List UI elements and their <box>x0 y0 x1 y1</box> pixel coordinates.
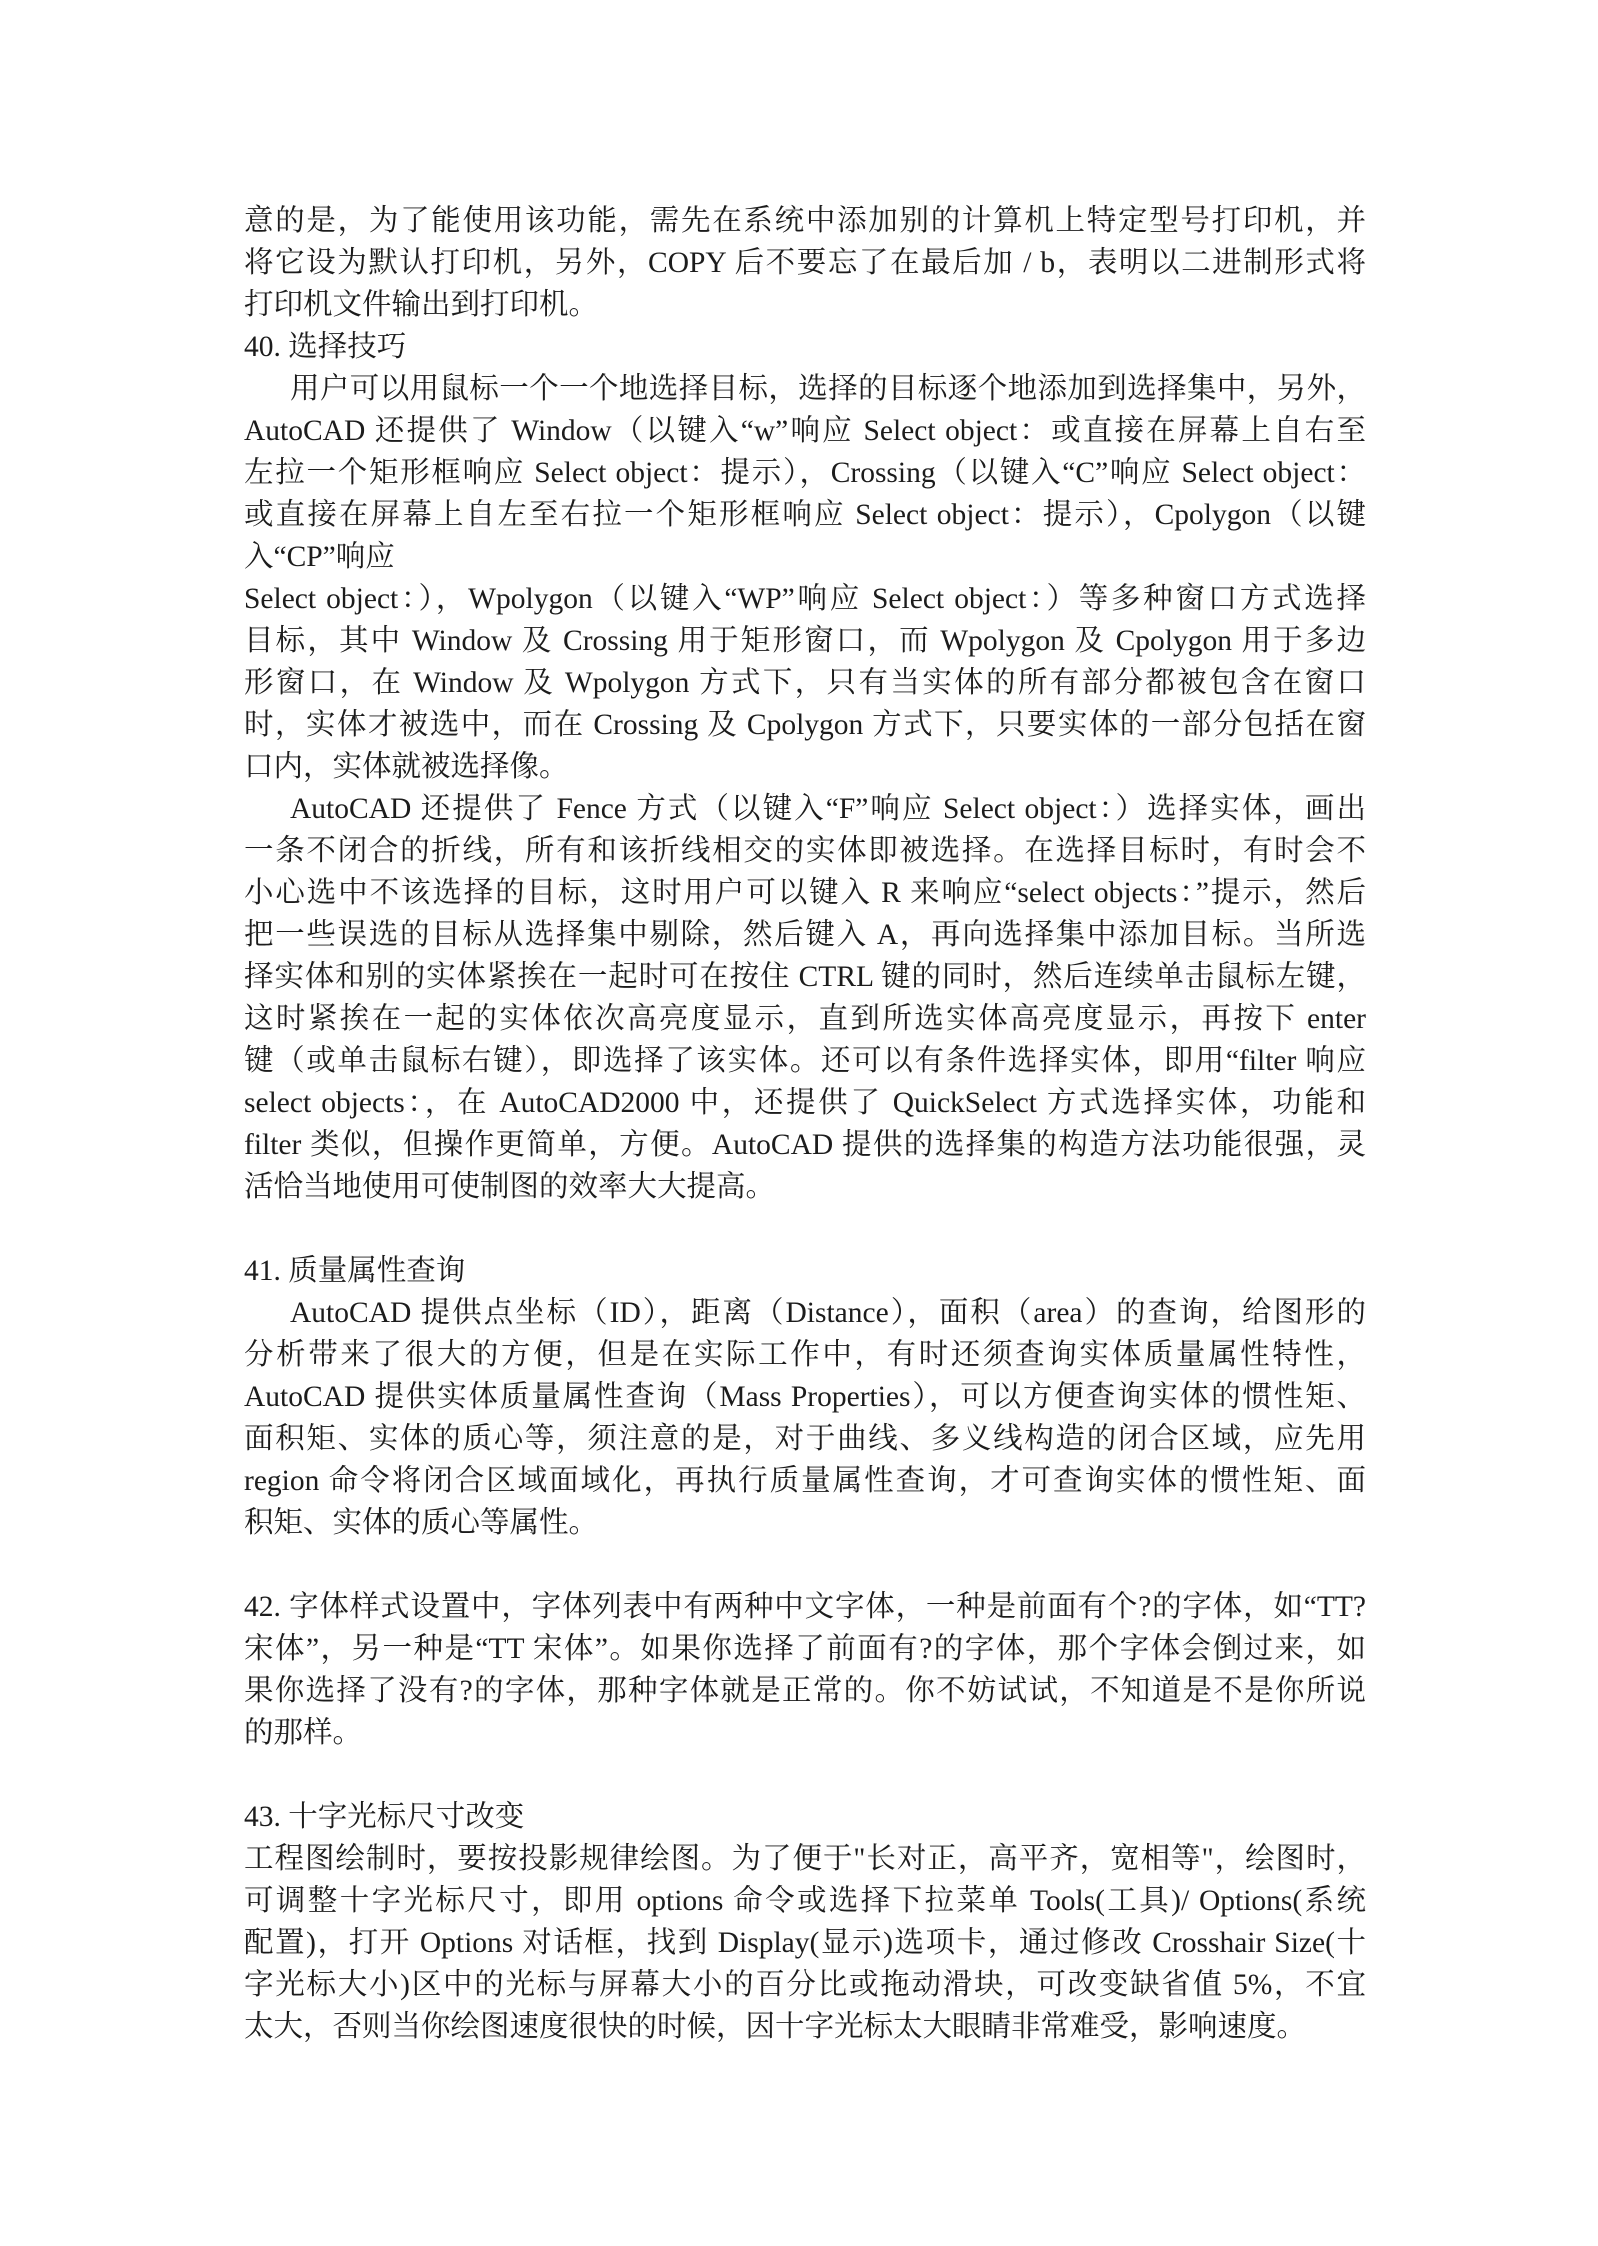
section-40 <box>244 326 1366 1208</box>
text-line: 太大，否则当你绘图速度很快的时候，因十字光标太大眼睛非常难受，影响速度。 <box>244 2011 1307 2043</box>
paragraph <box>244 1586 1366 1754</box>
text-line: 将它设为默认打印机，另外，COPY 后不要忘了在最后加 / b，表明以二进制形式将 <box>244 247 1366 279</box>
text-line: 工程图绘制时，要按投影规律绘图。为了便于"长对正，高平齐，宽相等"，绘图时， <box>244 1843 1366 1875</box>
text-line: 可调整十字光标尺寸，即用 options 命令或选择下拉菜单 Tools(工具)/ Options(系统 <box>244 1885 1366 1917</box>
text-line: 左拉一个矩形框响应 Select object：提示），Crossing（以键入“C”响应 Select object： <box>244 457 1366 489</box>
paragraph <box>244 1292 1366 1544</box>
text-line: 把一些误选的目标从选择集中剔除，然后键入 A，再向选择集中添加目标。当所选 <box>244 919 1366 951</box>
section-43 <box>244 1796 1366 2048</box>
text-line: 择实体和别的实体紧挨在一起时可在按住 CTRL 键的同时，然后连续单击鼠标左键， <box>244 961 1366 993</box>
text-line: 意的是，为了能使用该功能，需先在系统中添加别的计算机上特定型号打印机，并 <box>244 205 1366 237</box>
text-line: 42. 字体样式设置中，字体列表中有两种中文字体，一种是前面有个?的字体，如“TT? <box>244 1591 1366 1623</box>
text-line: region 命令将闭合区域面域化，再执行质量属性查询，才可查询实体的惯性矩、面 <box>244 1465 1366 1497</box>
section-heading: 43. 十字光标尺寸改变 <box>244 1801 525 1833</box>
text-line: 配置)，打开 Options 对话框，找到 Display(显示)选项卡，通过修改 Crosshair Size(十 <box>244 1927 1366 1959</box>
text-line: AutoCAD 提供点坐标（ID），距离（Distance），面积（area）的查询，给图形的 <box>290 1297 1366 1329</box>
text-line: 字光标大小)区中的光标与屏幕大小的百分比或拖动滑块，可改变缺省值 5%，不宜 <box>244 1969 1366 2001</box>
section-42 <box>244 1586 1366 1754</box>
text-line: 时，实体才被选中，而在 Crossing 及 Cpolygon 方式下，只要实体的一部分包括在窗 <box>244 709 1366 741</box>
text-line: 活恰当地使用可使制图的效率大大提高。 <box>244 1171 776 1203</box>
paragraph <box>244 1838 1366 2048</box>
text-line: select objects：，在 AutoCAD2000 中，还提供了 QuickSelect 方式选择实体，功能和 <box>244 1087 1366 1119</box>
text-line: 积矩、实体的质心等属性。 <box>244 1507 599 1539</box>
section-41 <box>244 1250 1366 1544</box>
text-line: 入“CP”响应 <box>244 541 395 573</box>
text-line: Select object：），Wpolygon（以键入“WP”响应 Select object：）等多种窗口方式选择 <box>244 583 1366 615</box>
text-line: 键（或单击鼠标右键），即选择了该实体。还可以有条件选择实体，即用“filter 响应 <box>244 1045 1366 1077</box>
text-line: 口内，实体就被选择像。 <box>244 751 569 783</box>
text-line: 这时紧挨在一起的实体依次高亮度显示，直到所选实体高亮度显示，再按下 enter <box>244 1003 1366 1035</box>
text-line: 目标，其中 Window 及 Crossing 用于矩形窗口，而 Wpolygon 及 Cpolygon 用于多边 <box>244 625 1366 657</box>
paragraph <box>244 578 1366 788</box>
section-heading: 40. 选择技巧 <box>244 331 407 363</box>
text-line: 或直接在屏幕上自左至右拉一个矩形框响应 Select object：提示），Cpolygon（以键 <box>244 499 1366 531</box>
text-line: filter 类似，但操作更简单，方便。AutoCAD 提供的选择集的构造方法功能很强，灵 <box>244 1129 1366 1161</box>
paragraph <box>244 368 1366 578</box>
text-line: 小心选中不该选择的目标，这时用户可以键入 R 来响应“select objects：”提示，然后 <box>244 877 1366 909</box>
text-line: 形窗口，在 Window 及 Wpolygon 方式下，只有当实体的所有部分都被包含在窗口 <box>244 667 1366 699</box>
section-heading: 41. 质量属性查询 <box>244 1255 466 1287</box>
document-body <box>244 200 1366 2048</box>
text-line: AutoCAD 还提供了 Fence 方式（以键入“F”响应 Select object：）选择实体，画出 <box>290 793 1366 825</box>
text-line: AutoCAD 提供实体质量属性查询（Mass Properties），可以方便查询实体的惯性矩、 <box>244 1381 1366 1413</box>
text-line: 宋体”，另一种是“TT 宋体”。如果你选择了前面有?的字体，那个字体会倒过来，如 <box>244 1633 1366 1665</box>
text-line: 的那样。 <box>244 1717 363 1749</box>
text-line: 一条不闭合的折线，所有和该折线相交的实体即被选择。在选择目标时，有时会不 <box>244 835 1366 867</box>
text-line: 面积矩、实体的质心等，须注意的是，对于曲线、多义线构造的闭合区域，应先用 <box>244 1423 1366 1455</box>
text-line: AutoCAD 还提供了 Window（以键入“w”响应 Select object：或直接在屏幕上自右至 <box>244 415 1366 447</box>
text-line: 分析带来了很大的方便，但是在实际工作中，有时还须查询实体质量属性特性， <box>244 1339 1366 1371</box>
text-line: 用户可以用鼠标一个一个地选择目标，选择的目标逐个地添加到选择集中，另外， <box>290 373 1366 405</box>
text-line: 果你选择了没有?的字体，那种字体就是正常的。你不妨试试，不知道是不是你所说 <box>244 1675 1366 1707</box>
text-line: 打印机文件输出到打印机。 <box>244 289 599 321</box>
paragraph <box>244 788 1366 1208</box>
intro-paragraph <box>244 200 1366 326</box>
